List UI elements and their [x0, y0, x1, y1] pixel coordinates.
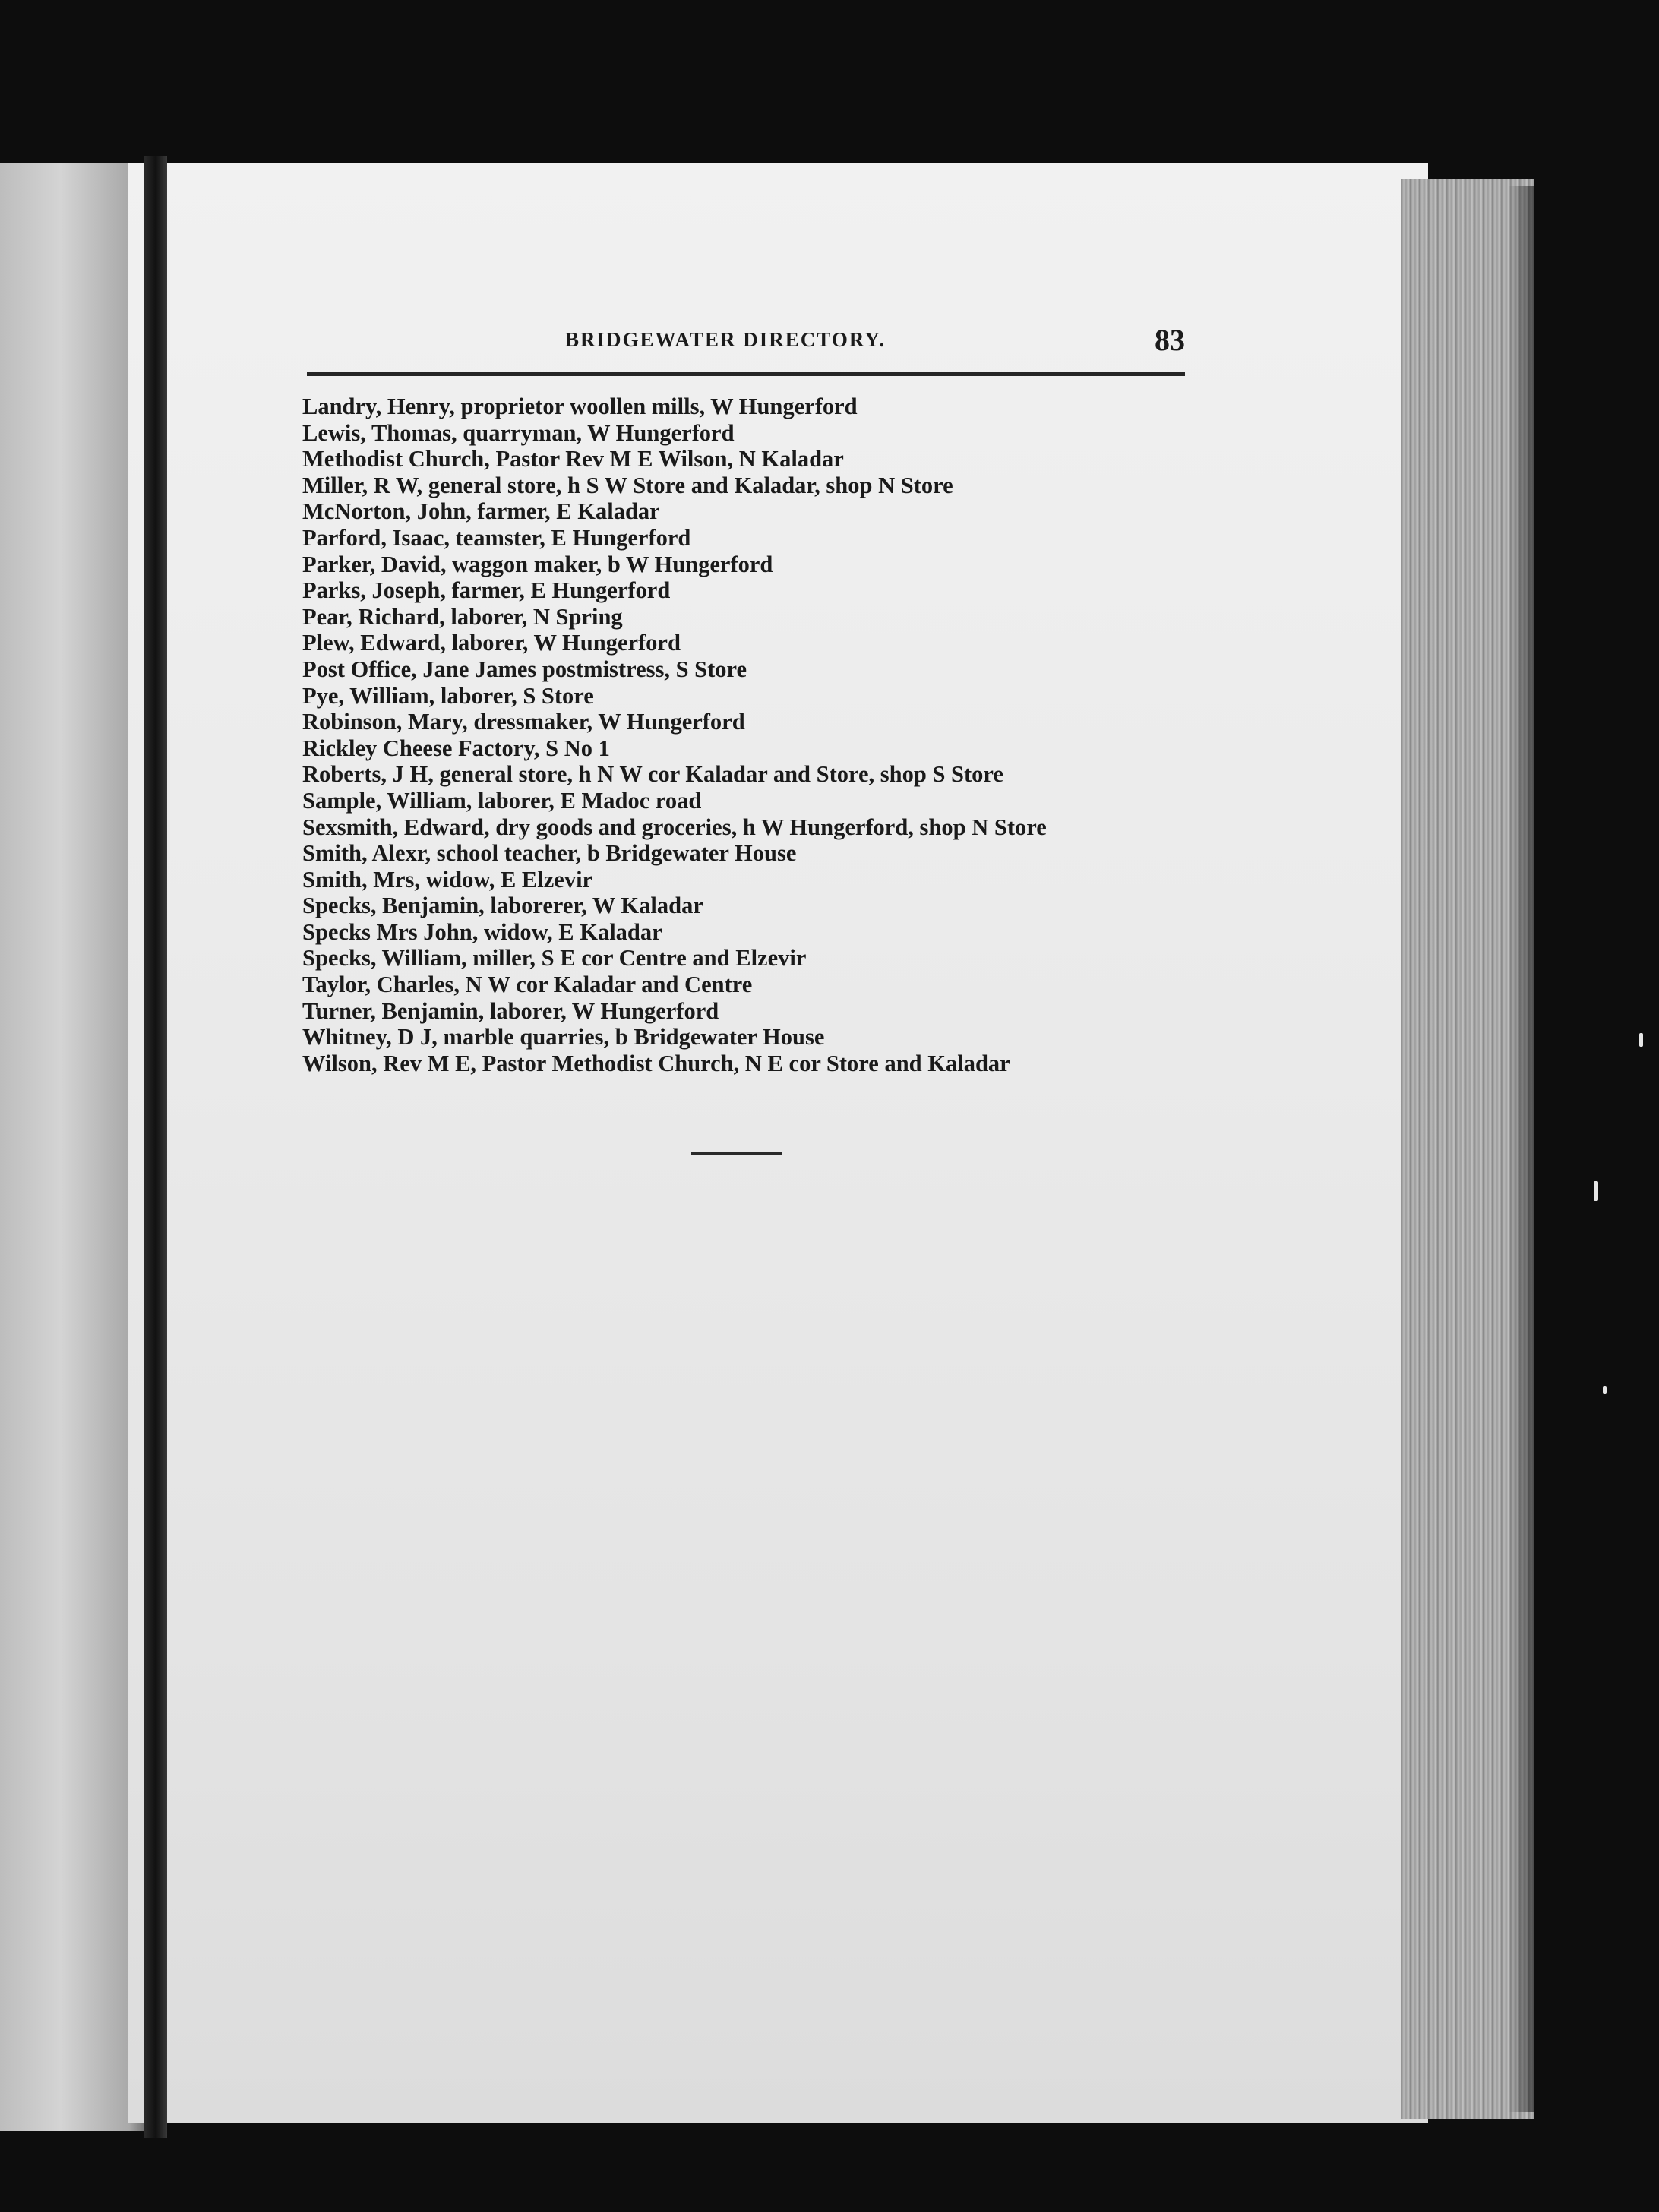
header-rule [307, 372, 1185, 376]
directory-entry: Landry, Henry, proprietor woollen mills, W Hungerford [302, 393, 858, 419]
directory-entry: Plew, Edward, laborer, W Hungerford [302, 630, 681, 656]
directory-entry: Miller, R W, general store, h S W Store and Kaladar, shop N Store [302, 472, 953, 498]
scan-fleck [1639, 1033, 1643, 1047]
running-title: BRIDGEWATER DIRECTORY. [565, 328, 886, 351]
directory-entry: Taylor, Charles, N W cor Kaladar and Centre [302, 972, 753, 998]
directory-entry: Lewis, Thomas, quarryman, W Hungerford [302, 419, 735, 446]
directory-listing [302, 393, 1229, 1076]
directory-entry: Specks, William, miller, S E cor Centre and Elzevir [302, 945, 807, 972]
directory-entry: Whitney, D J, marble quarries, b Bridgewater House [302, 1024, 825, 1051]
running-head [307, 316, 1185, 369]
directory-entry: Wilson, Rev M E, Pastor Methodist Church, N E cor Store and Kaladar [302, 1050, 1010, 1076]
directory-entry: Parks, Joseph, farmer, E Hungerford [302, 577, 671, 604]
directory-entry: Sample, William, laborer, E Madoc road [302, 787, 702, 814]
scan-fleck [1594, 1181, 1598, 1201]
page-number: 83 [1155, 323, 1185, 357]
directory-entry: Roberts, J H, general store, h N W cor Kaladar and Store, shop S Store [302, 761, 1003, 788]
directory-entry: Parford, Isaac, teamster, E Hungerford [302, 524, 691, 551]
end-of-list-rule [691, 1152, 782, 1155]
directory-entry: Pear, Richard, laborer, N Spring [302, 603, 623, 630]
directory-entry: Parker, David, waggon maker, b W Hungerford [302, 551, 773, 577]
directory-entry: Post Office, Jane James postmistress, S Store [302, 656, 747, 682]
directory-entry: Turner, Benjamin, laborer, W Hungerford [302, 997, 719, 1024]
directory-entry: Smith, Mrs, widow, E Elzevir [302, 866, 593, 893]
directory-entry: Specks, Benjamin, laborerer, W Kaladar [302, 893, 703, 919]
scan-fleck [1603, 1386, 1607, 1394]
book-gutter [144, 156, 167, 2138]
directory-entry: Pye, William, laborer, S Store [302, 682, 594, 709]
directory-entry: McNorton, John, farmer, E Kaladar [302, 498, 660, 525]
directory-entry: Specks Mrs John, widow, E Kaladar [302, 918, 662, 945]
page-stack-shadow [1508, 186, 1534, 2112]
directory-entry: Rickley Cheese Factory, S No 1 [302, 735, 610, 761]
directory-entry: Sexsmith, Edward, dry goods and groceries, h W Hungerford, shop N Store [302, 814, 1047, 840]
directory-entry: Robinson, Mary, dressmaker, W Hungerford [302, 709, 745, 735]
directory-entry: Methodist Church, Pastor Rev M E Wilson, N Kaladar [302, 446, 844, 472]
directory-entry: Smith, Alexr, school teacher, b Bridgewater House [302, 840, 797, 867]
